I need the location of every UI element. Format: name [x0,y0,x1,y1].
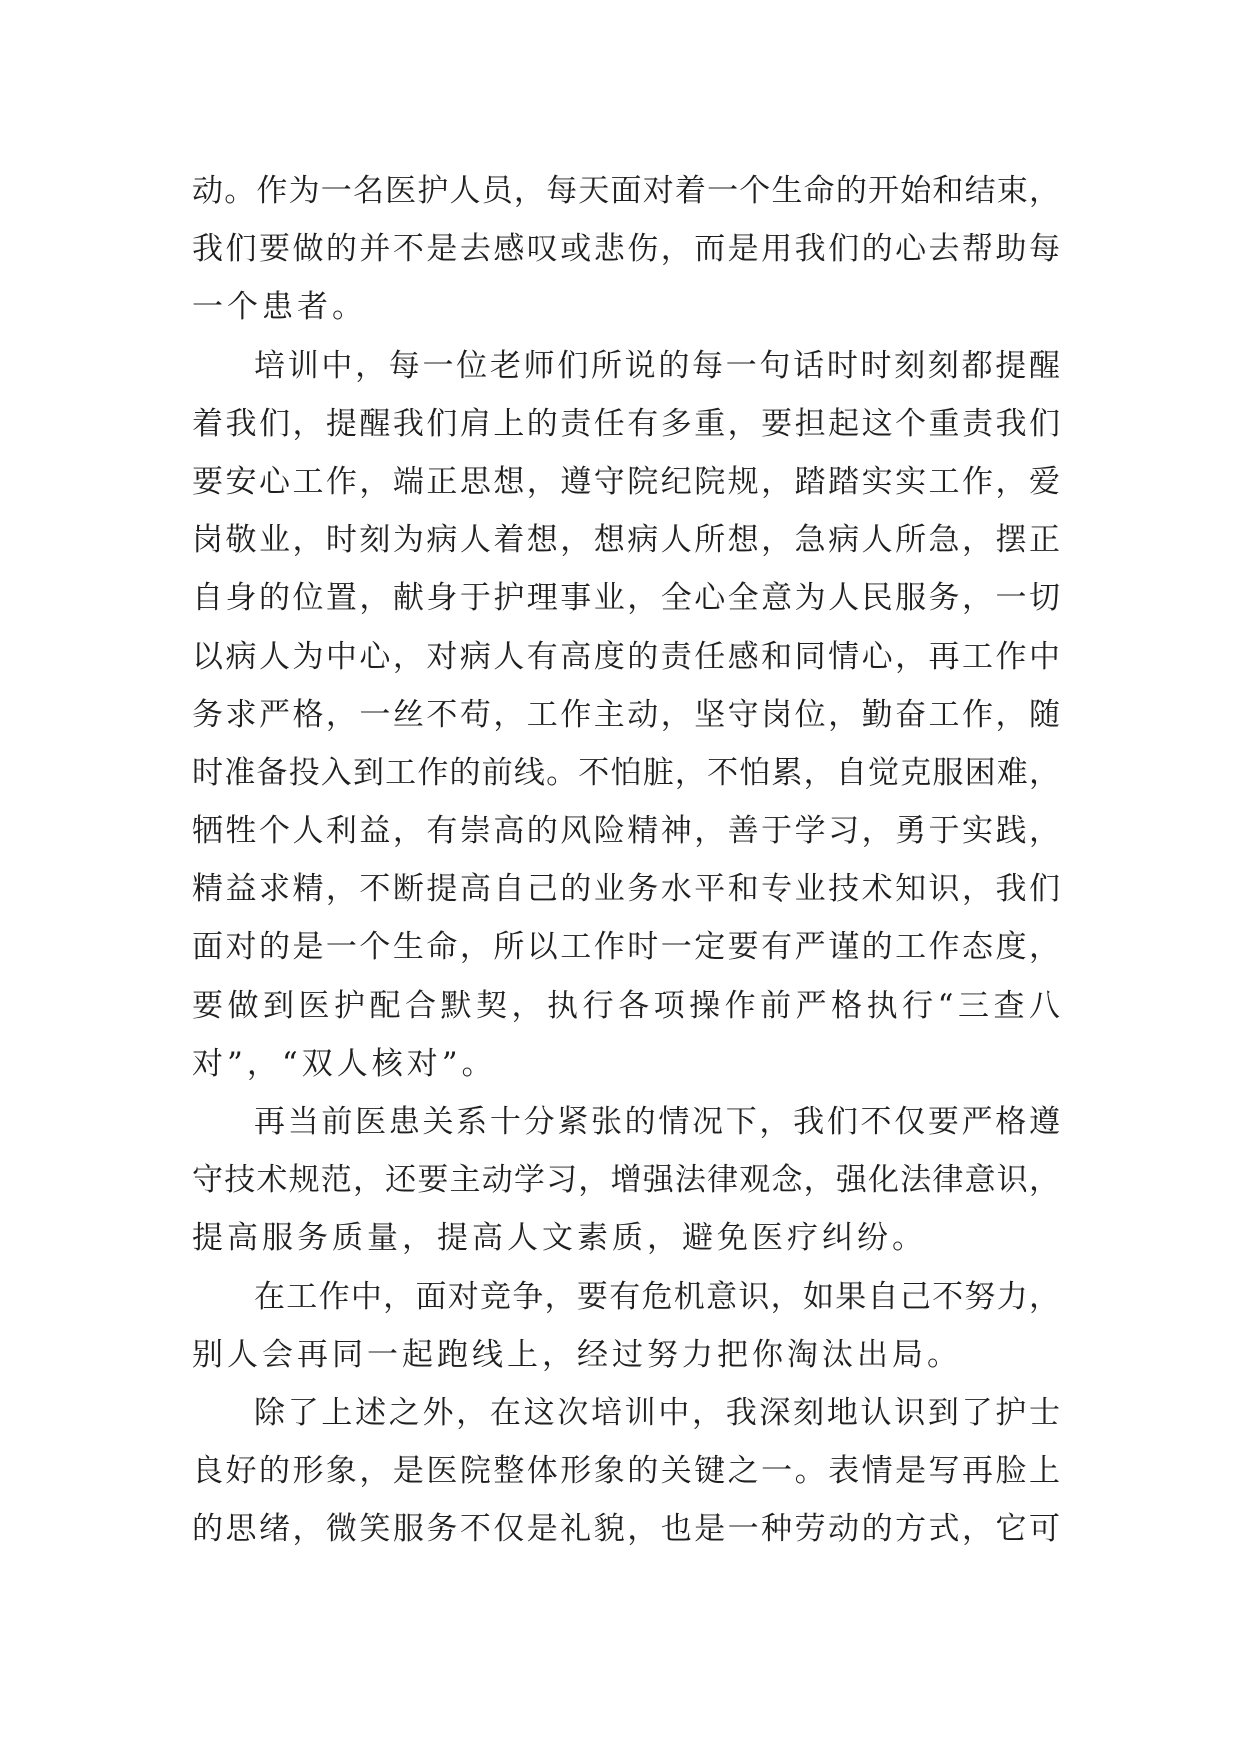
text-line: 我们要做的并不是去感叹或悲伤，而是用我们的心去帮助每 [192,231,1060,268]
text-line: 培训中，每一位老师们所说的每一句话时时刻刻都提醒 [254,347,1060,384]
text-line: 牺牲个人利益，有崇高的风险精神，善于学习，勇于实践， [192,813,1060,850]
text-line: 要安心工作，端正思想，遵守院纪院规，踏踏实实工作，爱 [192,463,1060,500]
paragraph [192,337,1060,1093]
document-body [192,162,1060,1559]
text-line: 着我们，提醒我们肩上的责任有多重，要担起这个重责我们 [192,405,1060,442]
paragraph [192,162,1060,337]
text-line: 自身的位置，献身于护理事业，全心全意为人民服务，一切 [192,580,1060,617]
text-line: 良好的形象，是医院整体形象的关键之一。表情是写再脸上 [192,1453,1060,1490]
paragraph [192,1268,1060,1384]
paragraph [192,1093,1060,1268]
text-line: 以病人为中心，对病人有高度的责任感和同情心，再工作中 [192,638,1060,675]
text-line: 面对的是一个生命，所以工作时一定要有严谨的工作态度， [192,929,1060,966]
paragraph [192,1384,1060,1559]
text-line: 的思绪，微笑服务不仅是礼貌，也是一种劳动的方式，它可 [192,1511,1060,1548]
text-line: 务求严格，一丝不苟，工作主动，坚守岗位，勤奋工作，随 [192,696,1060,733]
text-line: 动。作为一名医护人员，每天面对着一个生命的开始和结束， [192,173,1060,209]
text-line: 再当前医患关系十分紧张的情况下，我们不仅要严格遵 [254,1104,1060,1140]
text-line: 时准备投入到工作的前线。不怕脏，不怕累，自觉克服困难， [192,754,1060,791]
text-line: 在工作中，面对竞争，要有危机意识，如果自己不努力， [254,1278,1060,1315]
text-line: 要做到医护配合默契，执行各项操作前严格执行“三查八 [192,987,1060,1024]
text-line: 守技术规范，还要主动学习，增强法律观念，强化法律意识， [192,1162,1060,1199]
text-line: 一个患者。 [192,289,367,326]
text-line: 除了上述之外，在这次培训中，我深刻地认识到了护士 [254,1394,1060,1431]
text-line: 对”，“双人核对”。 [192,1045,497,1082]
text-line: 别人会再同一起跑线上，经过努力把你淘汰出局。 [192,1336,962,1373]
text-line: 岗敬业，时刻为病人着想，想病人所想，急病人所急，摆正 [192,522,1060,559]
text-line: 提高服务质量，提高人文素质，避免医疗纠纷。 [192,1220,927,1257]
text-line: 精益求精，不断提高自己的业务水平和专业技术知识，我们 [192,871,1060,908]
